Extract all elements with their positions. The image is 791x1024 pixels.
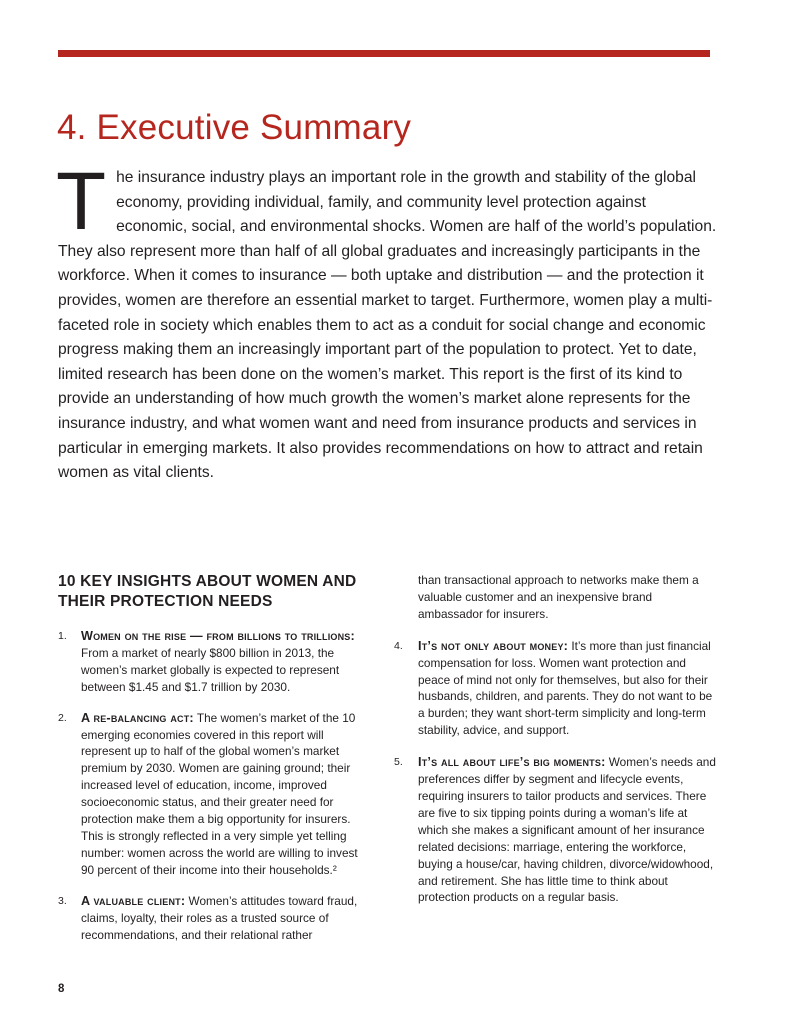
insight-title: Women on the rise — from billions to trillions: <box>81 629 355 643</box>
right-column <box>394 572 716 921</box>
insight-item <box>394 754 716 906</box>
insight-item <box>394 638 716 739</box>
insights-heading: 10 KEY INSIGHTS ABOUT WOMEN AND THEIR PROTECTION NEEDS <box>58 573 357 610</box>
insight-title: It’s not only about money: <box>418 638 569 653</box>
insight-number: 4. <box>394 639 403 652</box>
insight-title: It’s all about life’s big moments: <box>418 755 606 770</box>
insight-item <box>58 628 370 696</box>
insight-title: A valuable client: <box>81 893 186 908</box>
insight-item <box>58 710 370 879</box>
dropcap-letter: T <box>56 156 107 247</box>
top-accent-rule <box>58 50 710 57</box>
left-column <box>58 572 370 957</box>
insight-text: Women’s attitudes toward fraud, claims, loyalty, their roles as a trusted source of recommendations, and their relational rather <box>81 893 358 942</box>
insight-title: A re-balancing act: <box>81 710 194 725</box>
insight-text: The women’s market of the 10 emerging economies covered in this report will represent up to half of the global women’s market premium by 2030. Women are gaining ground; their increased level of education, income, improved socioeconomic status, and their greater need for protection make them a big opportunity for insurers. This is strongly reflected in a very simple yet telling number: women across the world are willing to invest 90 percent of their income into their households.² <box>81 710 358 877</box>
insight-number: 3. <box>58 894 67 907</box>
intro-paragraph <box>56 156 718 486</box>
insight-text: Women’s needs and preferences differ by segment and lifecycle events, requiring insurers to tailor products and services. There are five to six tipping points during a woman’s life at which she makes a significant amount of her insurance related decisions: marriage, entering the workforce, buying a house/car, having children, divorce/widowhood, and retirement. She has little time to think about protection products on a regular basis. <box>418 755 716 905</box>
insight-number: 5. <box>394 756 403 769</box>
insight-number: 2. <box>58 711 67 724</box>
insight-number: 1. <box>58 630 67 642</box>
page-number: 8 <box>58 983 65 995</box>
insight-continuation: than transactional approach to networks make them a valuable customer and an inexpensive brand ambassador for insurers. <box>418 573 699 621</box>
insight-text: From a market of nearly $800 billion in 2013, the women’s market globally is expected to represent between $1.45 and $1.7 trillion by 2030. <box>81 645 340 694</box>
insight-item <box>58 893 370 944</box>
intro-text: he insurance industry plays an important role in the growth and stability of the global economy, providing individual, family, and community level protection against economic, social, and environmental shocks. Women are half of the world’s population. They also represent more than half of all global graduates and increasingly participants in the workforce. When it comes to insurance — both uptake and distribution — and the protection it provides, women are therefore an essential market to target. Furthermore, women play a multi-faceted role in society which enables them to act as a conduit for social change and economic progress making them an increasingly important part of the population to protect. Yet to date, limited research has been done on the women’s market. This report is the first of its kind to provide an understanding of how much growth the women’s market alone represents for the insurance industry, and what women want and need from insurance products and services in particular in emerging markets. It also provides recommendations on how to attract and retain women as vital clients. <box>58 169 717 482</box>
page-title: 4. Executive Summary <box>57 108 412 147</box>
insight-text: It’s more than just financial compensation for loss. Women want protection and peace of mind not only for themselves, but also for their husbands, children, and parents. They do not want to be a burden; they want short-term simplicity and long-term stability, advice, and support. <box>418 638 713 738</box>
